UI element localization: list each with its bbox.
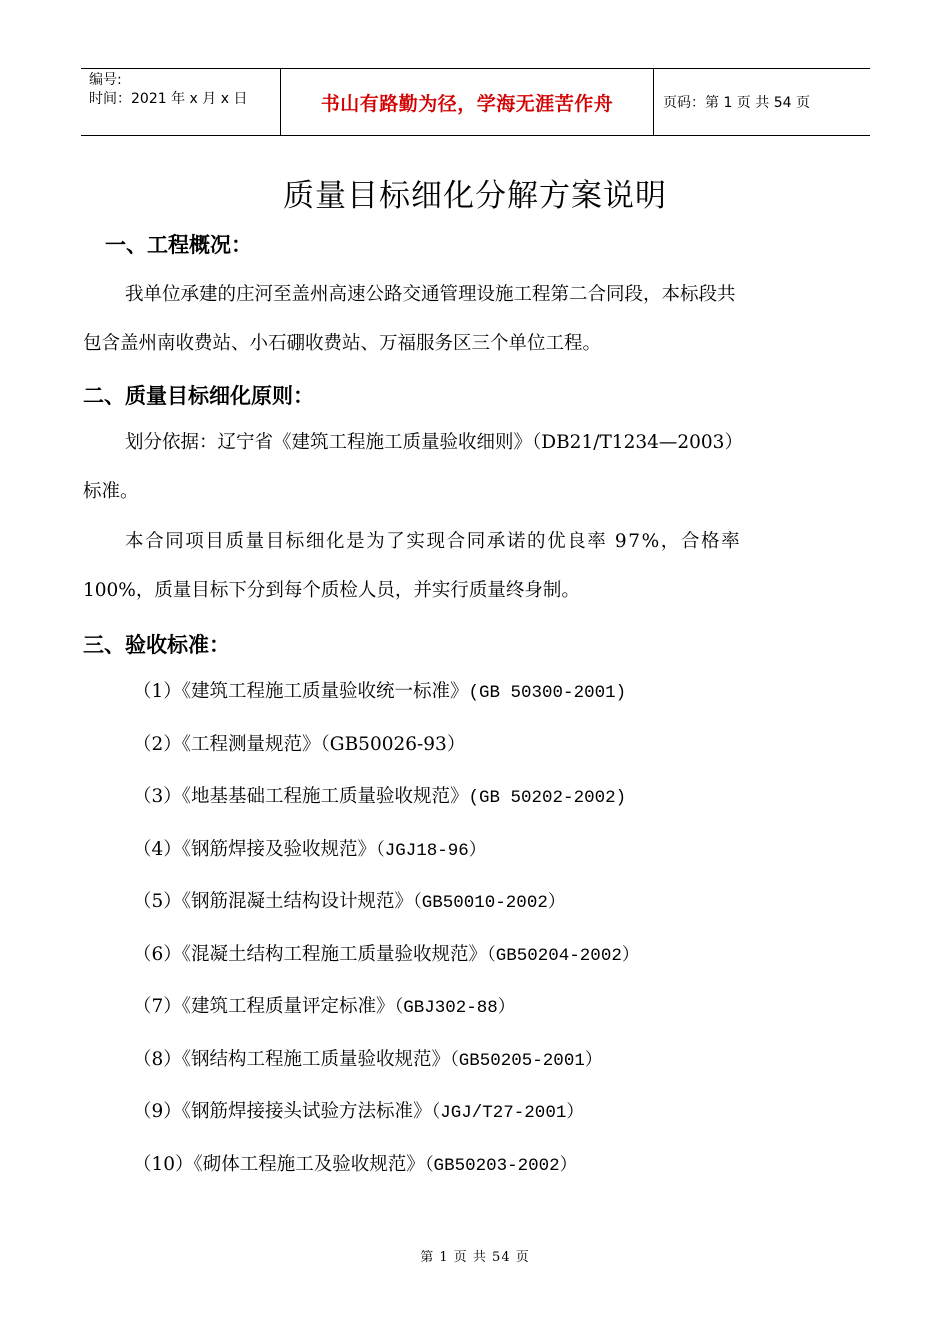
item-name: 《工程测量规范》 — [181, 733, 321, 755]
item-name: 《地基基础工程施工质量验收规范》 — [181, 786, 469, 807]
header-page-info: 页码：第 1 页 共 54 页 — [663, 95, 810, 111]
item-number: （6） — [133, 943, 182, 965]
item-code: （GBJ302-88） — [394, 998, 516, 1018]
paragraph-line: 包含盖州南收费站、小石硼收费站、万福服务区三个单位工程。 — [83, 333, 602, 354]
header-motto: 书山有路勤为径，学海无涯苦作舟 — [281, 69, 654, 135]
item-code: （GB50204-2002） — [487, 945, 640, 966]
paragraph-line: 我单位承建的庄河至盖州高速公路交通管理设施工程第二合同段，本标段共 — [125, 284, 736, 305]
item-name: 《钢筋焊接及验收规范》 — [181, 838, 377, 860]
item-number: （10） — [133, 1153, 194, 1175]
section-principles-paragraph-1 — [83, 418, 869, 516]
page-footer: 第 1 页 共 54 页 — [420, 1250, 530, 1265]
item-name: 《钢结构工程施工质量验收规范》 — [181, 1048, 451, 1070]
item-code: （GB50205-2001） — [450, 1050, 603, 1071]
document-title: 质量目标细化分解方案说明 — [283, 178, 667, 214]
list-item — [133, 771, 639, 824]
header-meta — [81, 69, 281, 135]
item-name: 《砌体工程施工及验收规范》 — [193, 1153, 425, 1175]
item-code: （GB50203-2002） — [424, 1155, 578, 1176]
list-item — [133, 666, 639, 719]
paragraph-line: 本合同项目质量目标细化是为了实现合同承诺的优良率 97%，合格率 — [125, 531, 742, 552]
section-heading-overview: 一、工程概况： — [105, 233, 252, 257]
item-code: (GB 50300-2001) — [468, 683, 627, 703]
item-name: 《钢筋混凝土结构设计规范》 — [181, 891, 414, 912]
paragraph-line: 划分依据：辽宁省《建筑工程施工质量验收细则》（DB21/T1234—2003） — [125, 432, 743, 453]
item-code: （JGJ18-96） — [376, 840, 487, 861]
item-number: （9） — [133, 1101, 182, 1122]
item-code: （JGJ/T27-2001） — [431, 1103, 584, 1123]
section-overview-paragraph — [83, 270, 869, 368]
item-number: （8） — [133, 1048, 182, 1070]
item-number: （2） — [133, 733, 182, 755]
time-label: 时间：2021 年 x 月 x 日 — [89, 91, 248, 107]
list-item — [133, 824, 639, 877]
paragraph-line: 100%，质量目标下分到每个质检人员，并实行质量终身制。 — [83, 580, 580, 601]
item-number: （5） — [133, 891, 182, 912]
item-code: （GB50026-93） — [320, 733, 466, 755]
section-heading-principles: 二、质量目标细化原则： — [83, 384, 314, 408]
item-number: （4） — [133, 838, 182, 860]
section-principles-paragraph-2 — [83, 517, 869, 615]
list-item — [133, 929, 639, 982]
list-item — [133, 981, 639, 1034]
number-label: 编号: — [89, 72, 122, 88]
list-item — [133, 1139, 639, 1192]
item-name: 《钢筋焊接接头试验方法标准》 — [181, 1101, 432, 1122]
item-name: 《建筑工程施工质量验收统一标准》 — [181, 681, 469, 702]
item-number: （1） — [133, 681, 182, 702]
list-item — [133, 1086, 639, 1139]
paragraph-line: 标准。 — [83, 481, 139, 502]
standards-list — [133, 666, 639, 1191]
item-name: 《建筑工程质量评定标准》 — [181, 996, 395, 1017]
item-name: 《混凝土结构工程施工质量验收规范》 — [181, 943, 488, 965]
item-number: （3） — [133, 786, 182, 807]
list-item — [133, 1034, 639, 1087]
item-number: （7） — [133, 996, 182, 1017]
list-item — [133, 876, 639, 929]
list-item — [133, 719, 639, 772]
item-code: （GB50010-2002） — [413, 893, 566, 913]
section-heading-standards: 三、验收标准： — [83, 633, 230, 657]
item-code: (GB 50202-2002) — [468, 788, 627, 808]
document-header — [81, 68, 870, 136]
